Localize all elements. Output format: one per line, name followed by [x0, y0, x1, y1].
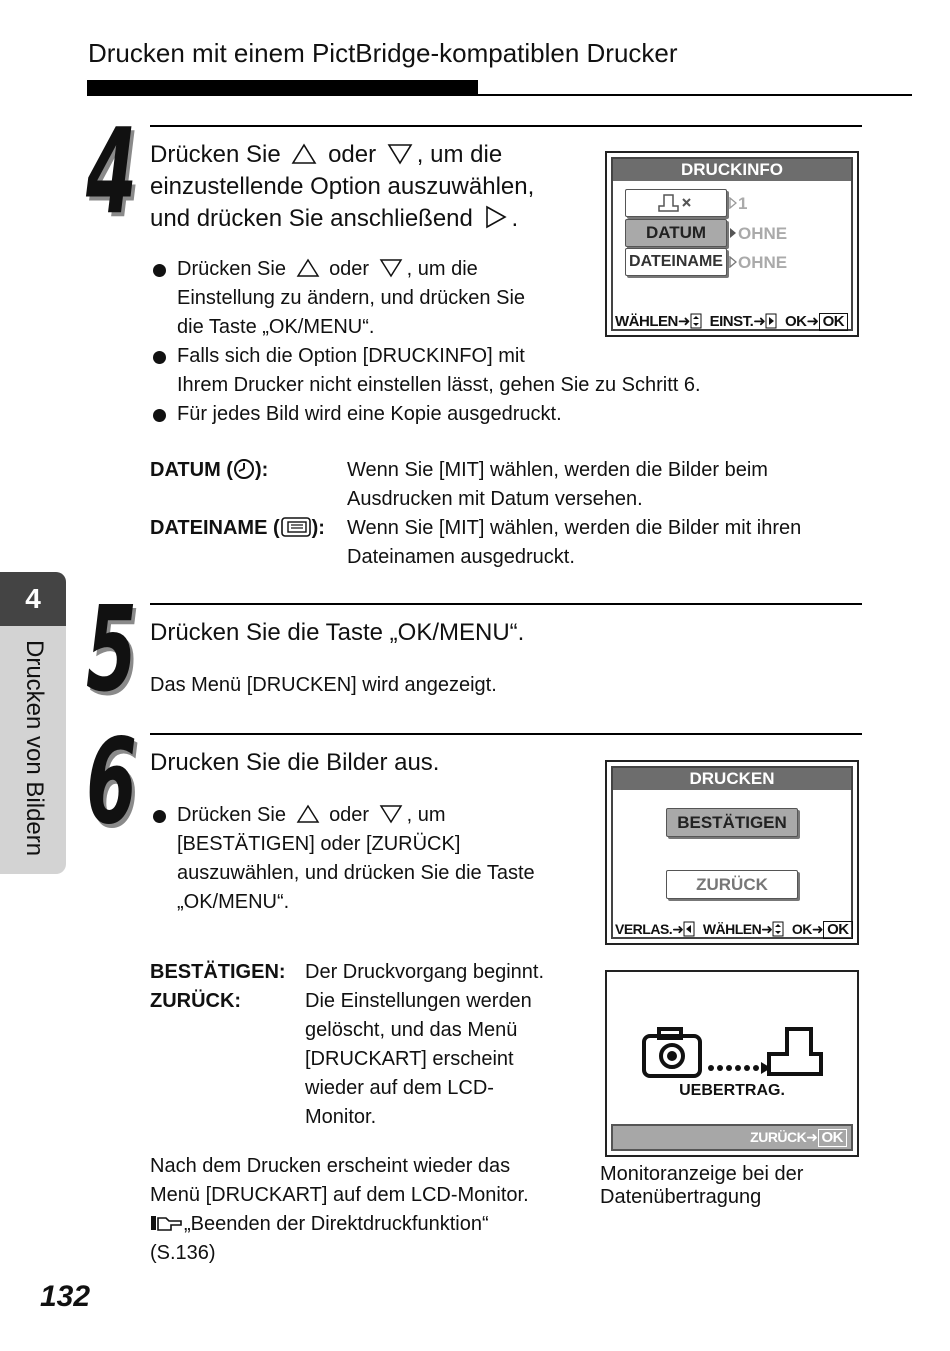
chapter-number: 4	[0, 572, 66, 626]
back-option: ZURÜCK	[666, 870, 798, 899]
def-desc-bestaetigen: Der Druckvorgang beginnt.	[305, 961, 545, 983]
transfer-caption	[600, 1163, 803, 1209]
down-triangle-icon	[379, 258, 403, 278]
dateiname-option: DATEINAME	[625, 248, 727, 276]
bullet-text: [BESTÄTIGEN] oder [ZURÜCK]	[177, 833, 461, 855]
updown-icon	[772, 921, 784, 937]
caption-line: Datenübertragung	[600, 1186, 762, 1208]
def-term-zurueck: ZURÜCK:	[150, 990, 242, 1012]
def-term-bestaetigen: BESTÄTIGEN:	[150, 961, 286, 983]
step-4-heading	[150, 139, 600, 235]
reference-hand-icon	[150, 1213, 184, 1233]
bullet-text: Einstellung zu ändern, und drücken Sie	[177, 287, 526, 309]
confirm-option: BESTÄTIGEN	[666, 808, 798, 837]
step-4-heading-part: .	[511, 205, 519, 232]
def-text: Wenn Sie [MIT] wählen, werden die Bilder mit ihren	[347, 517, 802, 539]
footer-label: ZURÜCK	[750, 1129, 807, 1145]
def-term-text: DATEINAME (	[150, 517, 280, 539]
def-desc-datum	[347, 456, 867, 514]
step-6-rule	[150, 733, 862, 735]
right-triangle-icon	[484, 205, 508, 229]
down-triangle-icon	[379, 804, 403, 824]
up-triangle-icon	[296, 258, 320, 278]
down-triangle-icon	[387, 143, 413, 165]
cross-reference-page: (S.136)	[150, 1242, 216, 1264]
lcd-footer: WÄHLEN➜ EINST.➜ OK➜ OK	[615, 312, 848, 331]
lcd-frame	[611, 766, 853, 939]
list-item	[150, 342, 790, 400]
step-6-heading: Drucken Sie die Bilder aus.	[150, 749, 440, 776]
lcd-title: DRUCKEN	[613, 768, 851, 790]
bullet-text: Drücken Sie	[177, 804, 286, 826]
step-6-number: 6	[86, 712, 137, 850]
bullet-text: Ihrem Drucker nicht einstellen lässt, gehen Sie zu Schritt 6.	[177, 374, 701, 396]
lcd-screen-druckinfo	[605, 151, 859, 337]
def-text: Monitor.	[305, 1106, 377, 1128]
bullet-text: Für jedes Bild wird eine Kopie ausgedruckt.	[177, 403, 562, 425]
caption-line: Monitoranzeige bei der	[600, 1163, 804, 1185]
paragraph-line: Menü [DRUCKART] auf dem LCD-Monitor.	[150, 1184, 529, 1206]
datum-option: DATUM	[625, 219, 727, 247]
ok-key: OK	[818, 1129, 848, 1147]
footer-label: VERLAS.	[615, 921, 673, 937]
cross-reference-text: „Beenden der Direktdruckfunktion“	[184, 1213, 489, 1235]
dateiname-value: OHNE	[738, 253, 788, 272]
def-desc-dateiname	[347, 514, 867, 572]
step-4-heading-part: , um die	[416, 141, 503, 168]
lcd-footer: ZURÜCK➜ OK	[750, 1129, 847, 1147]
copies-option	[625, 189, 727, 217]
step-5-heading: Drücken Sie die Taste „OK/MENU“.	[150, 619, 525, 646]
def-text: Ausdrucken mit Datum versehen.	[347, 488, 643, 510]
footer-label: OK	[791, 921, 812, 937]
bullet-text: Drücken Sie	[177, 258, 286, 280]
chapter-label: Drucken von Bildern	[21, 640, 48, 857]
paragraph-line: Nach dem Drucken erscheint wieder das	[150, 1155, 511, 1177]
lcd-screen-transfer	[605, 970, 859, 1157]
list-item	[150, 400, 790, 429]
list-item	[150, 801, 590, 917]
step-5-rule	[150, 603, 862, 605]
bullet-text: auszuwählen, und drücken Sie die Taste	[177, 862, 535, 884]
header-rule-thin	[478, 94, 912, 96]
step-4-heading-line: einzustellende Option auszuwählen,	[150, 173, 535, 200]
def-term-text: ):	[311, 517, 325, 539]
def-term-datum	[150, 456, 268, 485]
ok-key: OK	[819, 313, 849, 331]
step-4-number: 4	[86, 102, 137, 240]
cross-reference	[150, 1210, 580, 1239]
file-icon	[280, 516, 312, 538]
updown-icon	[690, 313, 702, 329]
bullet-text: Falls sich die Option [DRUCKINFO] mit	[177, 345, 525, 367]
lcd-screen-drucken	[605, 760, 859, 945]
lcd-title: DRUCKINFO	[613, 159, 851, 181]
lcd-frame	[611, 157, 853, 331]
transfer-footer-bar	[611, 1124, 853, 1151]
right-arrow-icon	[729, 256, 737, 268]
def-text: Die Einstellungen werden	[305, 990, 532, 1012]
bullet-text: die Taste „OK/MENU“.	[177, 316, 375, 338]
up-triangle-icon	[291, 143, 317, 165]
datum-value: OHNE	[738, 224, 788, 243]
copies-value: 1	[738, 194, 748, 213]
lcd-footer: VERLAS.➜ WÄHLEN➜ OK➜ OK	[615, 921, 853, 939]
def-term-text: ):	[254, 459, 269, 481]
bullet-text: , um	[406, 804, 446, 826]
page-header-title: Drucken mit einem PictBridge-kompatiblen Drucker	[88, 38, 678, 68]
up-triangle-icon	[296, 804, 320, 824]
def-term-text: DATUM (	[150, 459, 233, 481]
step-4-heading-part: und drücken Sie anschließend	[150, 205, 473, 232]
right-arrow-icon	[729, 197, 737, 209]
step-5-number: 5	[86, 580, 137, 718]
footer-label: WÄHLEN	[702, 921, 762, 937]
print-copies-icon	[656, 192, 696, 214]
step-4-rule	[150, 125, 862, 127]
step-6-bullets	[150, 801, 590, 917]
left-key-icon	[683, 921, 695, 937]
right-key-icon	[765, 313, 777, 329]
header-rule-thick	[87, 80, 478, 96]
def-text: [DRUCKART] erscheint	[305, 1048, 514, 1070]
bullet-text: oder	[329, 804, 370, 826]
right-arrow-icon	[729, 227, 737, 239]
step-4-heading-part: Drücken Sie	[150, 141, 281, 168]
clock-icon	[233, 458, 255, 480]
transfer-status: UEBERTRAG.	[679, 1082, 785, 1099]
bullet-text: „OK/MENU“.	[177, 891, 290, 913]
bullet-text: , um die	[406, 258, 478, 280]
step-5-text: Das Menü [DRUCKEN] wird angezeigt.	[150, 674, 497, 696]
page-number: 132	[40, 1280, 91, 1313]
step-6-after-text	[150, 1152, 580, 1268]
camera-to-printer-icon	[641, 1024, 827, 1082]
step-4-heading-part: oder	[328, 141, 377, 168]
bullet-text: oder	[329, 258, 370, 280]
def-text: gelöscht, und das Menü	[305, 1019, 518, 1041]
footer-label: EINST.	[709, 313, 754, 330]
ok-key: OK	[823, 921, 853, 939]
def-desc-zurueck	[305, 987, 585, 1132]
def-term-dateiname	[150, 514, 325, 543]
def-text: Dateinamen ausgedruckt.	[347, 546, 575, 568]
footer-label: OK	[785, 313, 807, 330]
footer-label: WÄHLEN	[615, 313, 678, 330]
def-text: Wenn Sie [MIT] wählen, werden die Bilder beim	[347, 459, 768, 481]
def-text: wieder auf dem LCD-	[305, 1077, 494, 1099]
